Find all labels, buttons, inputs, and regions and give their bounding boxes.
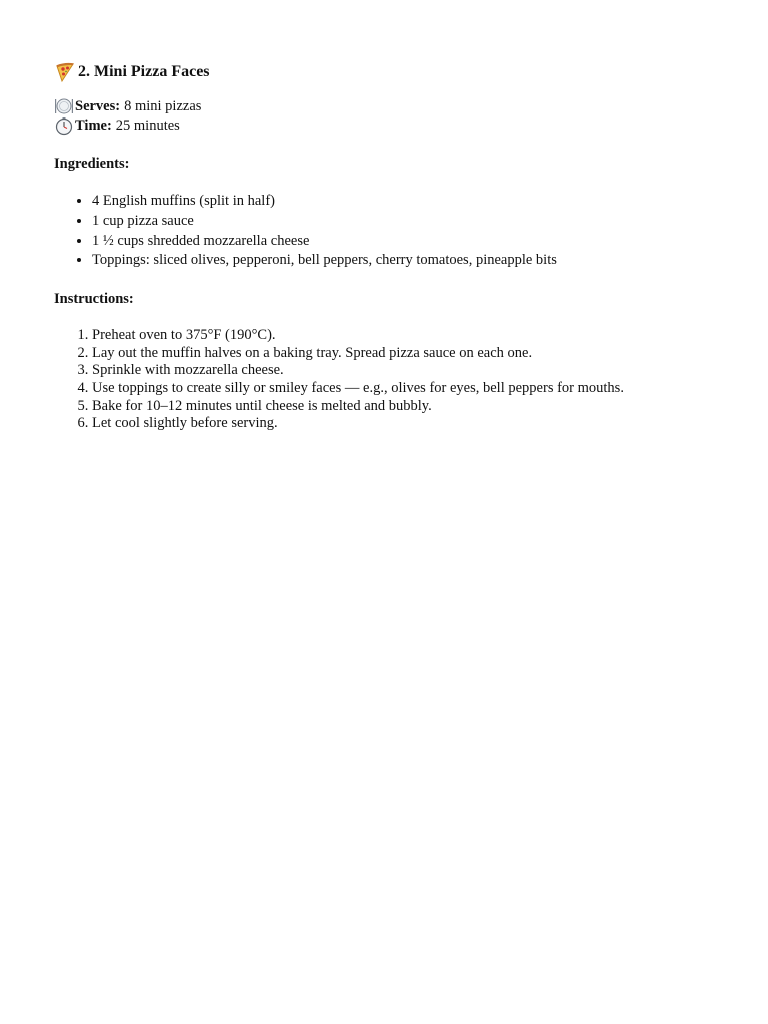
instructions-list: [54, 327, 734, 433]
list-item: 5. Bake for 10–12 minutes until cheese is melted and bubbly.: [92, 398, 734, 416]
ingredients-list: [54, 192, 734, 271]
list-item: 1. Preheat oven to 375°F (190°C).: [92, 327, 734, 345]
stopwatch-icon: [54, 116, 74, 136]
list-item: • 1 cup pizza sauce: [92, 212, 734, 232]
recipe-title: [54, 58, 734, 86]
list-item: • Toppings: sliced olives, pepperoni, bell peppers, cherry tomatoes, pineapple bits: [92, 251, 734, 271]
recipe-meta: [54, 96, 734, 136]
list-item: 4. Use toppings to create silly or smiley faces — e.g., olives for eyes, bell peppers for mouths.: [92, 380, 734, 398]
serves-value: 8 mini pizzas: [124, 98, 202, 114]
list-item: • 1 ½ cups shredded mozzarella cheese: [92, 232, 734, 252]
instructions-heading: Instructions:: [54, 291, 134, 308]
serves-label: Serves:: [75, 98, 121, 114]
list-item: 3. Sprinkle with mozzarella cheese.: [92, 362, 734, 380]
list-item: 2. Lay out the muffin halves on a baking tray. Spread pizza sauce on each one.: [92, 345, 734, 363]
serves-row: [54, 96, 734, 116]
recipe-document: [54, 58, 734, 433]
list-item: 6. Let cool slightly before serving.: [92, 415, 734, 433]
time-label: Time:: [75, 118, 112, 134]
plate-cutlery-icon: [54, 96, 74, 116]
list-item: • 4 English muffins (split in half): [92, 192, 734, 212]
ingredients-heading: Ingredients:: [54, 156, 130, 172]
pizza-icon: [54, 61, 76, 83]
time-value: 25 minutes: [115, 118, 180, 134]
time-row: [54, 116, 734, 136]
recipe-title-text: 2. Mini Pizza Faces: [78, 63, 210, 80]
